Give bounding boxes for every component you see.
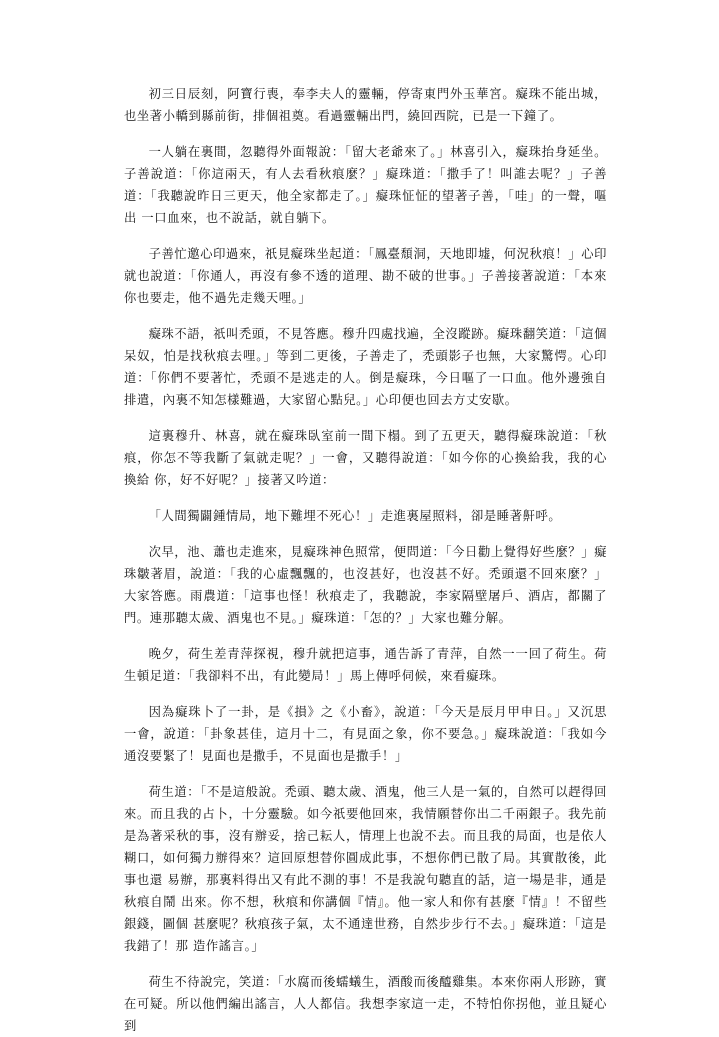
paragraph-10: 荷生道：「不是這般說。禿頭、聽太歲、酒鬼，他三人是一氣的，自然可以趕得回來。而且我的占卜，十分靈驗。如今祇要他回來，我情願替你出二千兩銀子。我先前是為著采秋的事，沒有辦妥，捨己耘人，情理上也說不去。而且我的局面，也是依人糊口，如何獨力辦得來？這回原想替你圓成此事，不想你們已散了局。其實散後，此事也還 易辦，那裏料得出又有此不測的事！不是我說句聽直的話，這一場是非，通是秋痕自鬧 出來。你不想，秋痕和你講個『情』。他一家人和你有甚麼『情』！不留些銀錢，圖個 甚麼呢？秋痕孩子氣，太不通達世務，自然步步行不去。」癡珠道：「這是我錯了！那 造作謠言。」 xyxy=(124,785,607,953)
paragraph-4: 癡珠不語，祇叫禿頭，不見答應。穆升四處找遍，全沒蹤跡。癡珠翻笑道：「這個呆奴，怕是找秋痕去哩。」等到二更後，子善走了，禿頭影子也無，大家驚愕。心印道：「你們不要著忙，禿頭不是逃走的人。倒是癡珠，今日嘔了一口血。他外邊強自排遣，內裏不知怎樣難過，大家留心點兒。」心印便也回去方丈安歇。 xyxy=(124,327,607,407)
paragraph-11: 荷生不待說完，笑道：「水腐而後蠕蟻生，酒酸而後醯雞集。本來你兩人形跡，實在可疑。所以他們編出謠言，人人都信。我想李家這一走，不特怕你拐他，並且疑心到 xyxy=(124,975,607,1033)
paragraph-1: 初三日辰刻，阿寶行喪，奉李夫人的靈輛，停寄東門外玉華宮。癡珠不能出城，也坐著小轎到縣前街，排個祖奠。看過靈輛出門，繞回西院，已是一下鐘了。 xyxy=(124,87,607,123)
paragraph-9: 因為癡珠卜了一卦，是《損》之《小畜》，說道：「今天是辰月甲申日。」又沉思一會，說道：「卦象甚佳，這月十二，有見面之象，你不要急。」癡珠說道：「我如今通沒要緊了！見面也是撒手，不見面也是撒手！」 xyxy=(124,705,607,763)
paragraph-3: 子善忙邀心印過來，祇見癡珠坐起道：「鳳臺頹洞，天地即墟，何況秋痕！」心印就也說道：「你通人，再沒有參不透的道理、勘不破的世事。」子善接著說道：「本來你也要走，他不過先走幾天哩。」 xyxy=(124,247,607,305)
paragraph-2: 一人躺在裏間，忽聽得外面報說：「留大老爺來了。」林喜引入，癡珠抬身延坐。子善說道：「你這兩天，有人去看秋痕麼？」癡珠道：「撒手了！叫誰去呢？」子善道：「我聽說昨日三更天，他全家都走了。」癡珠怔怔的望著子善，「哇」的一聲，嘔出 一口血來，也不說話，就自躺下。 xyxy=(124,145,607,225)
document-page xyxy=(124,83,607,1037)
paragraph-5: 這裏穆升、林喜，就在癡珠臥室前一間下榻。到了五更天，聽得癡珠說道：「秋痕，你怎不等我斷了氣就走呢？」一會，又聽得說道：「如今你的心換給我，我的心換給 你，好不好呢？」接著又吟道： xyxy=(124,429,607,487)
paragraph-7: 次早，池、蕭也走進來，見癡珠神色照常，便問道：「今日勸上覺得好些麼？」癡珠皺著眉，說道：「我的心虛飄飄的，也沒甚好，也沒甚不好。禿頭還不回來麼？」大家答應。雨農道：「這事也怪！秋痕走了，我聽說，李家隔壁屠戶、酒店，都關了門。連那聽太歲、酒鬼也不見。」癡珠道：「怎的？」大家也難分解。 xyxy=(124,545,607,625)
paragraph-6-poem-line: 「人間獨闢鍾情局，地下難埋不死心！」走進裏屋照料，卻是睡著鼾呼。 xyxy=(148,509,562,523)
paragraph-8: 晚夕，荷生差青萍探視，穆升就把這事，通告訴了青萍，自然一一回了荷生。荷生頓足道：「我卻料不出，有此變局！」馬上傳呼伺候，來看癡珠。 xyxy=(124,647,607,683)
